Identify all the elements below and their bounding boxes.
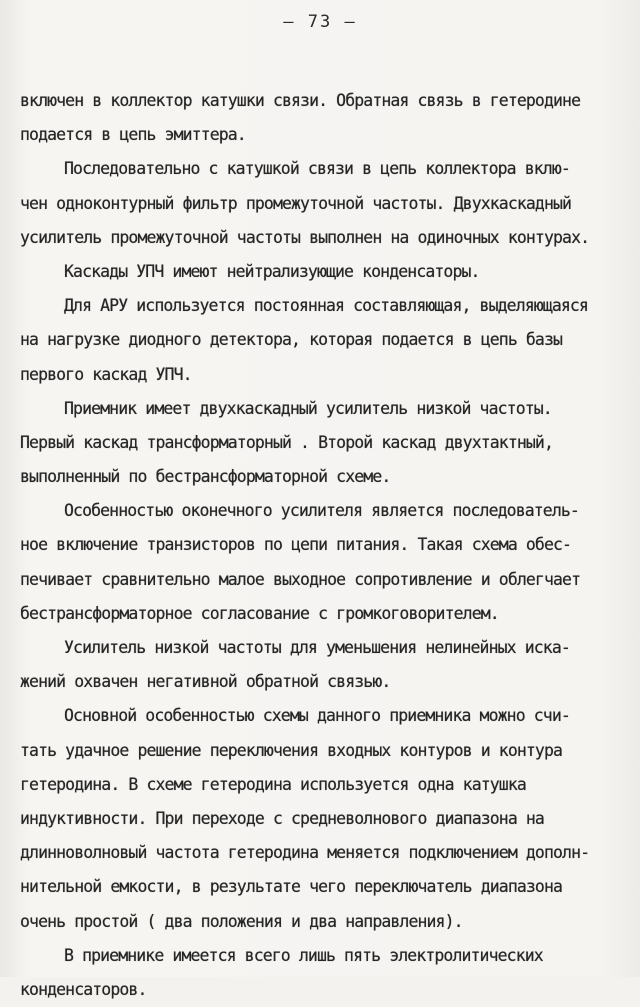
- text-line: чен одноконтурный фильтр промежуточной частоты. Двухкаскадный: [20, 193, 572, 213]
- text-line: усилитель промежуточной частоты выполнен на одиночных контурах.: [20, 227, 590, 247]
- text-line: очень простой ( два положения и два направления).: [20, 911, 463, 931]
- body-text: [20, 84, 632, 1007]
- text-line: В приемнике имеется всего лишь пять электролитических: [64, 945, 543, 965]
- text-line: включен в коллектор катушки связи. Обратная связь в гетеродине: [20, 91, 581, 110]
- text-line: Первый каскад трансформаторный . Второй каскад двухтактный,: [20, 432, 553, 452]
- text-line: на нагрузке диодного детектора, которая подается в цепь базы: [20, 330, 563, 350]
- text-line: ное включение транзисторов по цепи питания. Такая схема обес-: [20, 535, 572, 555]
- text-line: длинноволновый частота гетеродина меняется подключением дополн-: [20, 843, 590, 863]
- text-line: Последовательно с катушкой связи в цепь коллектора вклю-: [64, 159, 570, 179]
- text-line: жений охвачен негативной обратной связью.: [20, 672, 391, 692]
- text-line: индуктивности. При переходе с средневолнового диапазона на: [20, 808, 544, 828]
- text-line: тать удачное решение переключения входных контуров и контура: [20, 740, 563, 760]
- text-line: Особенностью оконечного усилителя является последователь-: [64, 501, 579, 521]
- text-line: нительной емкости, в результате чего переключатель диапазона: [20, 877, 563, 897]
- text-line: Для АРУ используется постоянная составляющая, выделяющаяся: [64, 296, 588, 316]
- text-line: печивает сравнительно малое выходное сопротивление и облегчает: [20, 569, 581, 589]
- text-line: первого каскад УПЧ.: [20, 364, 192, 384]
- text-line: Приемник имеет двухкаскадный усилитель низкой частоты.: [64, 398, 552, 418]
- text-line: бестрансформаторное согласование с громкоговорителем.: [20, 603, 499, 623]
- text-line: выполненный по бестрансформаторной схеме.: [20, 467, 391, 487]
- text-line: гетеродина. В схеме гетеродина используется одна катушка: [20, 774, 526, 794]
- text-line: Каскады УПЧ имеют нейтрализующие конденсаторы.: [64, 261, 480, 281]
- text-line: Усилитель низкой частоты для уменьшения нелинейных иска-: [64, 638, 570, 657]
- text-line: конденсаторов.: [20, 979, 147, 999]
- text-line: подается в цепь эмиттера.: [20, 125, 246, 145]
- text-line: Основной особенностью схемы данного приемника можно счи-: [64, 706, 570, 726]
- page-number: – 73 –: [283, 12, 357, 32]
